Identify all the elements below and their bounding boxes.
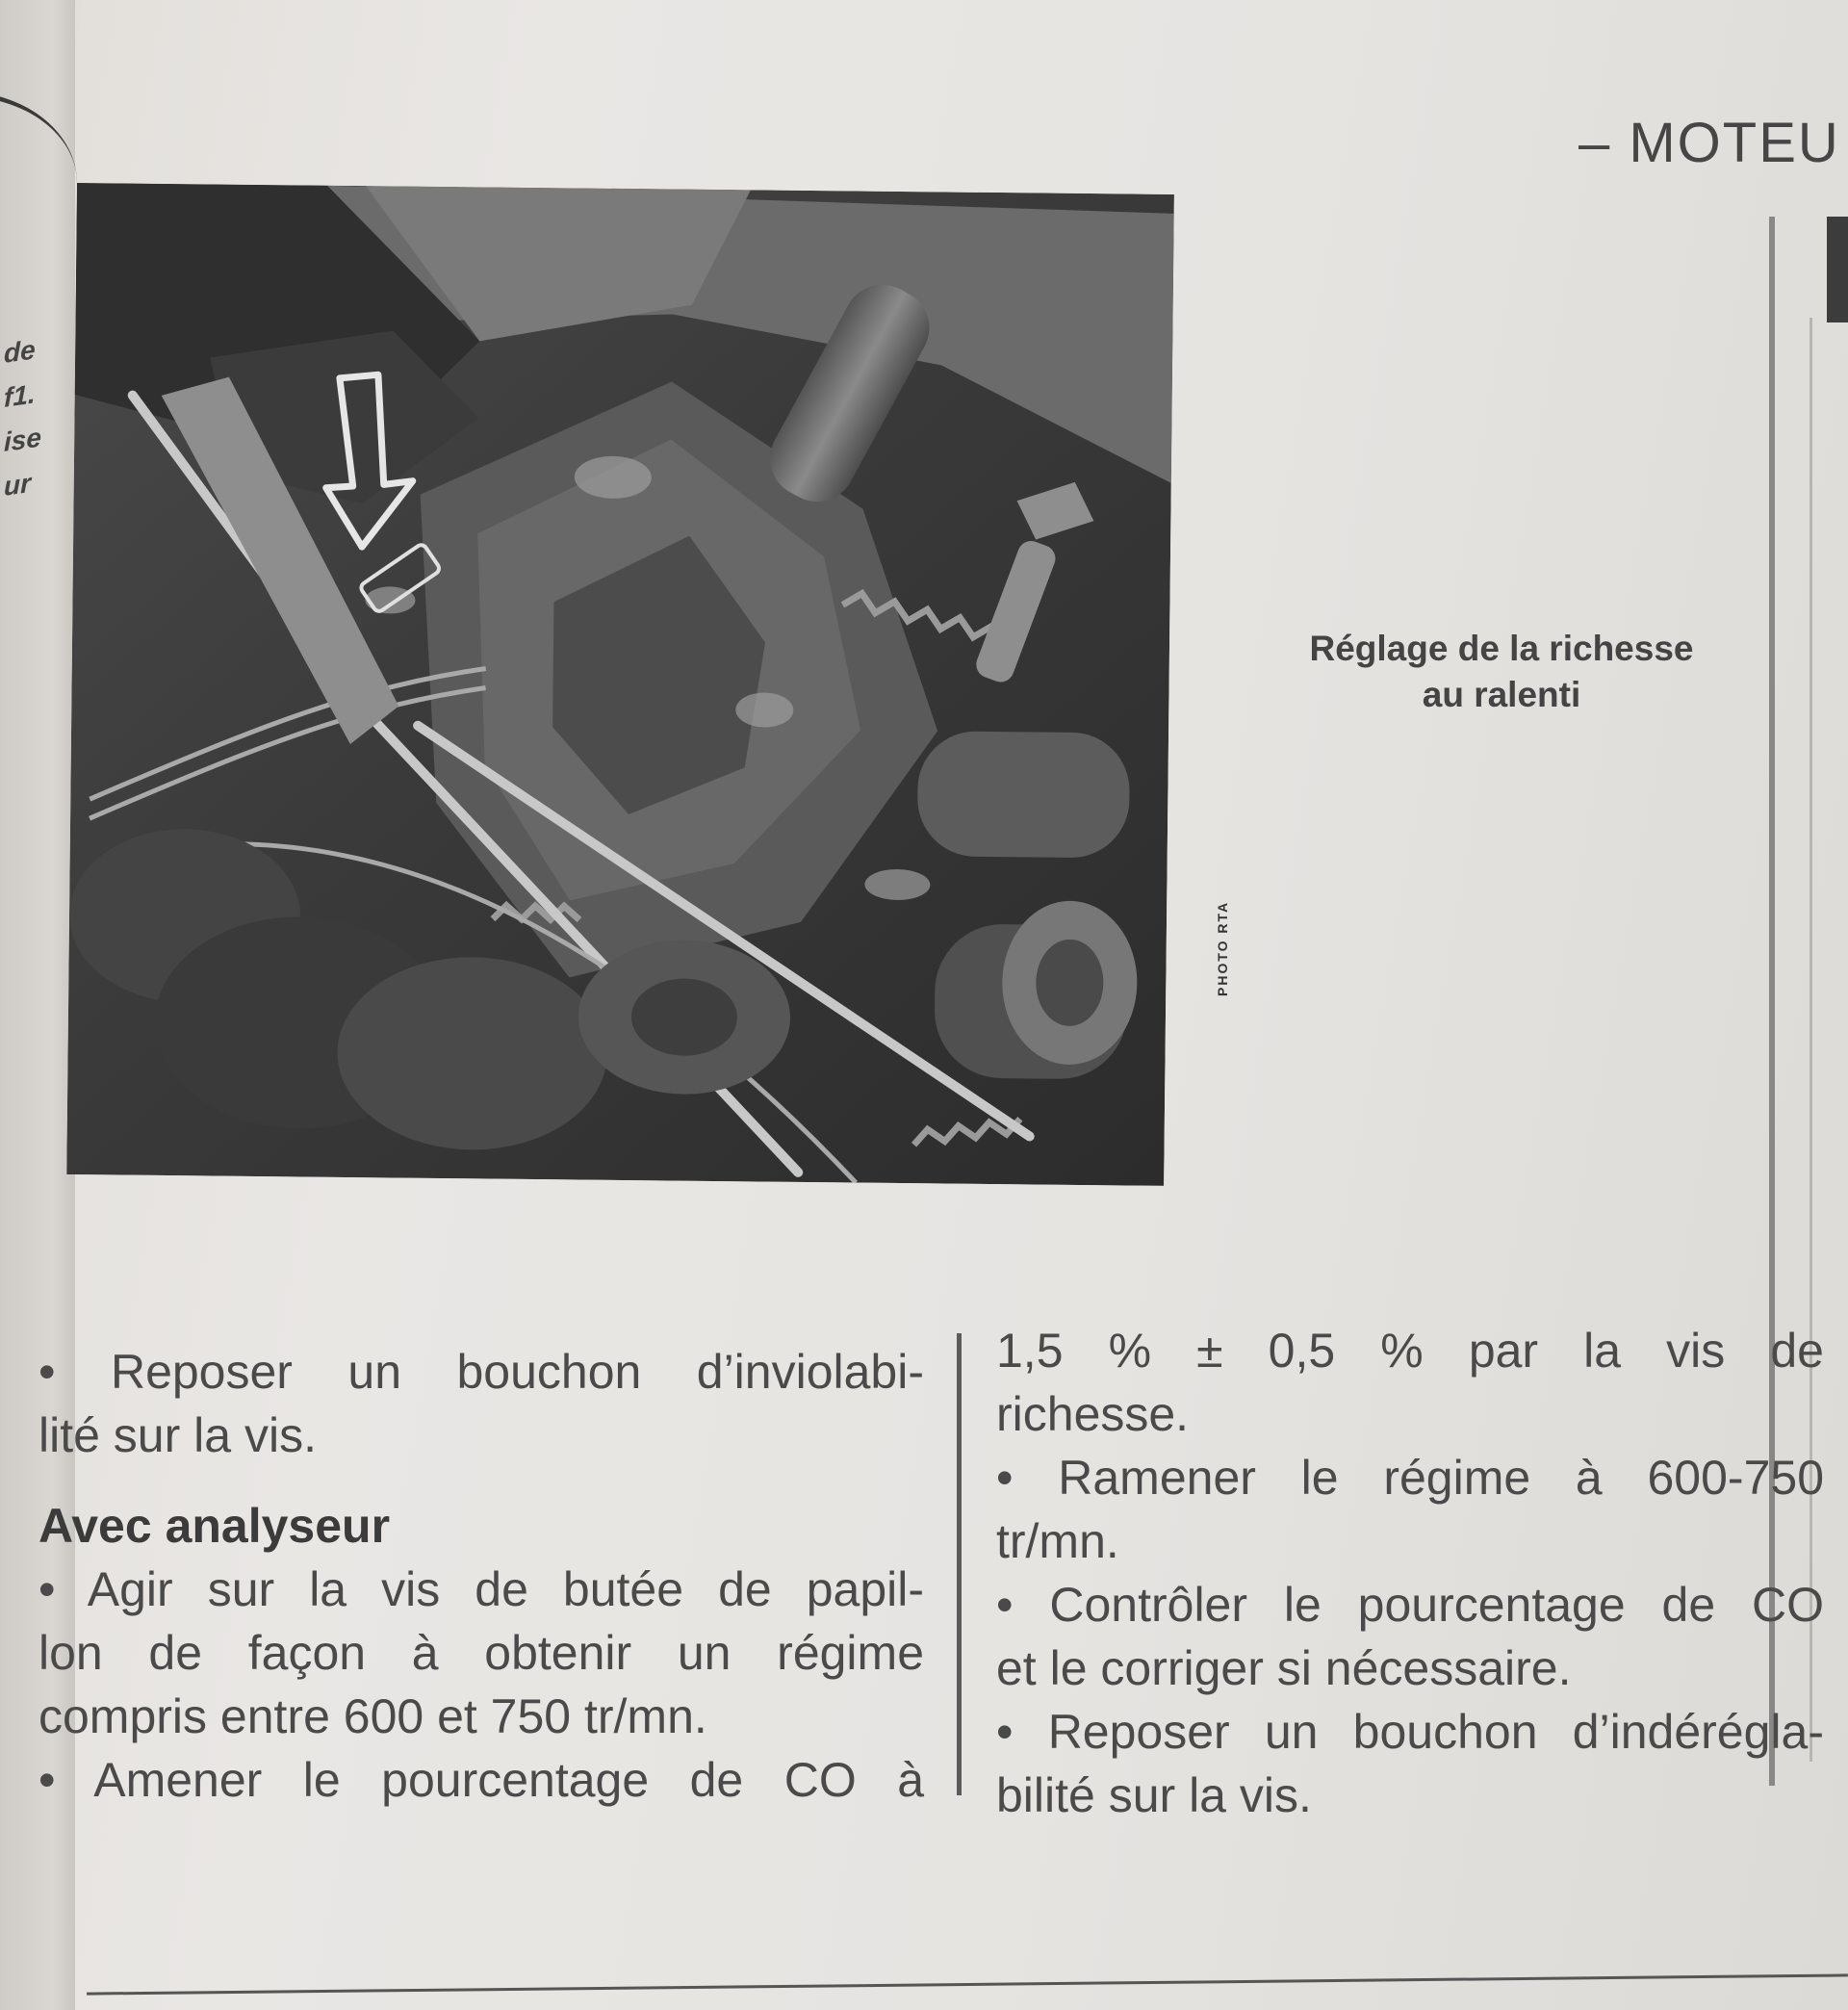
bullet-item: • Contrôler le pourcentage de CO — [996, 1578, 1824, 1632]
bullet-item: • Ramener le régime à 600-750 — [996, 1451, 1824, 1505]
figure-caption — [1251, 626, 1752, 718]
left-page-fragment: ise — [4, 422, 41, 457]
section-header: – MOTEU — [1578, 112, 1840, 174]
caption-line: Réglage de la richesse — [1309, 629, 1694, 668]
right-column — [996, 1319, 1824, 1827]
left-page-fragment: ur — [4, 467, 31, 502]
engine-photo — [66, 183, 1174, 1186]
text-line: compris entre 600 et 750 tr/mn. — [38, 1689, 707, 1743]
text-line: et le corriger si nécessaire. — [996, 1641, 1572, 1695]
text-line: tr/mn. — [996, 1514, 1119, 1568]
text-line: 1,5 % ± 0,5 % par la vis de — [996, 1324, 1824, 1378]
column-divider — [957, 1333, 962, 1795]
text-line: lité sur la vis. — [38, 1408, 317, 1462]
caption-line: au ralenti — [1422, 675, 1581, 714]
left-page-fragment: de — [4, 334, 36, 369]
text-line: richesse. — [996, 1387, 1190, 1441]
left-page-fragment: f1. — [4, 378, 36, 413]
left-page-fragments — [4, 327, 71, 504]
text-line: bilité sur la vis. — [996, 1768, 1312, 1822]
bottom-rule — [87, 1973, 1848, 1995]
left-column — [38, 1340, 924, 1812]
bullet-item: • Reposer un bouchon d’indérégla- — [996, 1705, 1824, 1759]
text-line: lon de façon à obtenir un régime — [38, 1626, 924, 1680]
photo-credit: PHOTO RTA — [1215, 900, 1230, 996]
bullet-item: • Agir sur la vis de butée de papil- — [38, 1562, 924, 1616]
bullet-item: • Reposer un bouchon d’inviolabi- — [38, 1345, 924, 1399]
bullet-item: • Amener le pourcentage de CO à — [38, 1753, 924, 1807]
section-heading: Avec analyseur — [38, 1499, 391, 1553]
right-edge-tab — [1827, 217, 1848, 322]
